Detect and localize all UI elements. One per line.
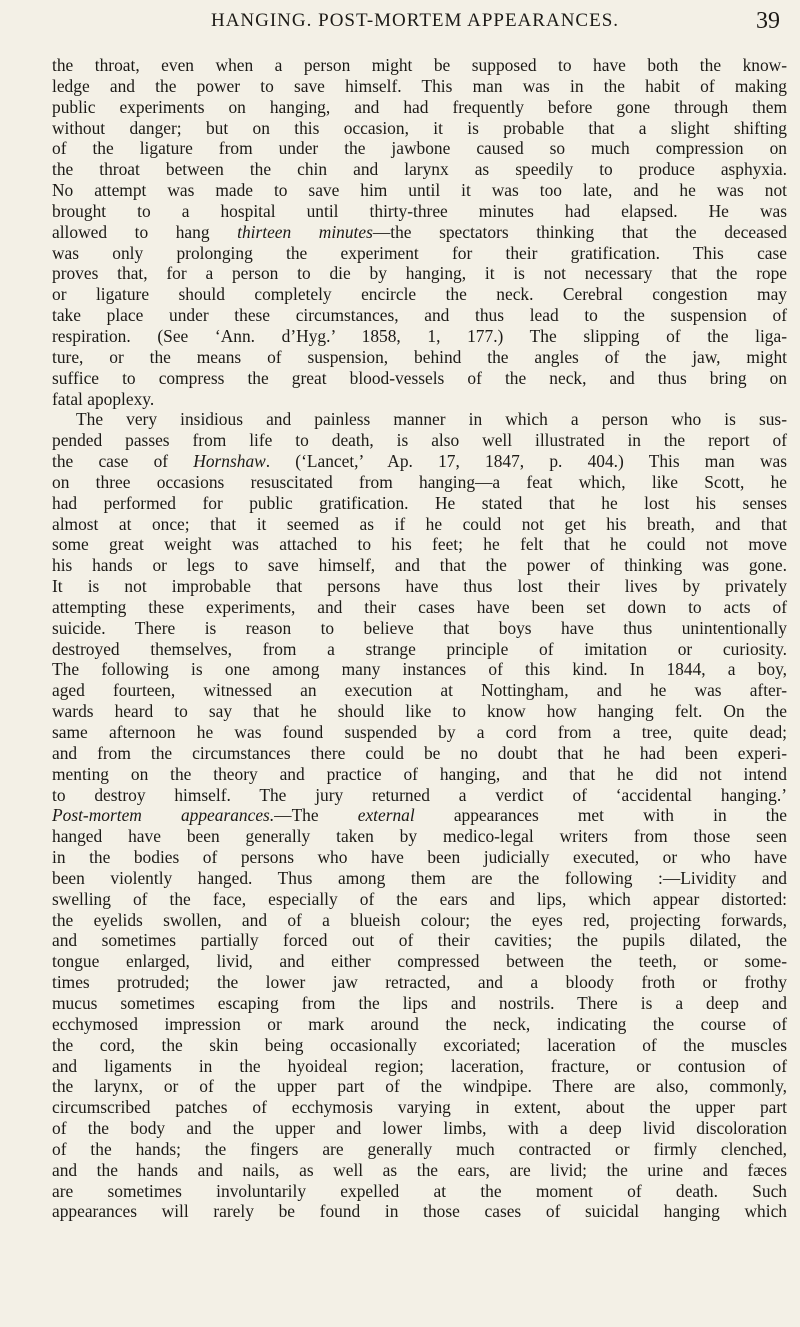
text-line: of the hands; the fingers are generally much contracted or firmly clenched, — [52, 1138, 787, 1159]
text-line: of the ligature from under the jawbone caused so much compression on — [52, 138, 787, 159]
text-line: take place under these circumstances, and thus lead to the suspension of — [52, 305, 787, 326]
text-line: and the hands and nails, as well as the ears, are livid; the urine and fæces — [52, 1159, 787, 1180]
text-line: No attempt was made to save him until it was too late, and he was not — [52, 180, 787, 201]
text-line: The following is one among many instances of this kind. In 1844, a boy, — [52, 659, 787, 680]
text-line: mucus sometimes escaping from the lips and nostrils. There is a deep and — [52, 992, 787, 1013]
page-header — [50, 10, 780, 40]
text-line: brought to a hospital until thirty-three minutes had elapsed. He was — [52, 200, 787, 221]
running-title: HANGING. POST-MORTEM APPEARANCES. — [210, 10, 620, 31]
text-line: been violently hanged. Thus among them are the following :—Lividity and — [52, 867, 787, 888]
text-line: circumscribed patches of ecchymosis varying in extent, about the upper part — [52, 1097, 787, 1118]
text-line: same afternoon he was found suspended by a cord from a tree, quite dead; — [52, 722, 787, 742]
text-line: proves that, for a person to die by hanging, it is not necessary that the rope — [52, 263, 787, 284]
text-line: tongue enlarged, livid, and either compressed between the teeth, or some- — [52, 951, 787, 972]
text-line: without danger; but on this occasion, it is probable that a slight shifting — [52, 117, 787, 138]
text-line: Post-mortem appearances.—The external appearances met with in the — [52, 805, 787, 826]
text-line: public experiments on hanging, and had frequently before gone through them — [52, 96, 787, 117]
text-line: and sometimes partially forced out of their cavities; the pupils dilated, the — [52, 930, 787, 951]
text-line: ledge and the power to save himself. This man was in the habit of making — [52, 75, 787, 96]
text-line: It is not improbable that persons have thus lost their lives by privately — [52, 576, 787, 597]
text-line: the throat, even when a person might be supposed to have both the know- — [52, 55, 787, 75]
text-line: on three occasions resuscitated from hanging—a feat which, like Scott, he — [52, 471, 787, 492]
text-line: was only prolonging the experiment for their gratification. This case — [52, 242, 787, 263]
page-number: 39 — [756, 8, 780, 34]
text-line: attempting these experiments, and their cases have been set down to acts of — [52, 596, 787, 617]
text-line: to destroy himself. The jury returned a verdict of ‘accidental hanging.’ — [52, 784, 787, 805]
text-line: suffice to compress the great blood-vessels of the neck, and thus bring on — [52, 367, 787, 388]
text-line: aged fourteen, witnessed an execution at Nottingham, and he was after- — [52, 680, 787, 701]
text-line: and from the circumstances there could be no doubt that he had been experi- — [52, 742, 787, 763]
text-line: suicide. There is reason to believe that boys have thus unintentionally — [52, 617, 787, 638]
text-line: are sometimes involuntarily expelled at the moment of death. Such — [52, 1180, 787, 1201]
text-line: ture, or the means of suspension, behind the angles of the jaw, might — [52, 346, 787, 367]
text-line: menting on the theory and practice of hanging, and that he did not intend — [52, 763, 787, 784]
text-line: of the body and the upper and lower limbs, with a deep livid discoloration — [52, 1118, 787, 1139]
text-line: or ligature should completely encircle the neck. Cerebral congestion may — [52, 284, 787, 305]
text-line: destroyed themselves, from a strange principle of imitation or curiosity. — [52, 638, 787, 659]
text-line: fatal apoplexy. — [52, 388, 155, 409]
text-line: hanged have been generally taken by medico-legal writers from those seen — [52, 826, 787, 847]
text-line: swelling of the face, especially of the ears and lips, which appear distorted: — [52, 888, 787, 909]
text-line: respiration. (See ‘Ann. d’Hyg.’ 1858, 1, 177.) The slipping of the liga- — [52, 325, 787, 346]
text-line: the larynx, or of the upper part of the windpipe. There are also, commonly, — [52, 1076, 787, 1097]
text-line: the throat between the chin and larynx as speedily to produce asphyxia. — [52, 159, 787, 180]
text-line: the case of Hornshaw. (‘Lancet,’ Ap. 17, 1847, p. 404.) This man was — [52, 451, 787, 472]
text-line: times protruded; the lower jaw retracted, and a bloody froth or frothy — [52, 972, 787, 993]
text-line: wards heard to say that he should like to know how hanging felt. On the — [52, 701, 787, 722]
text-line: some great weight was attached to his feet; he felt that he could not move — [52, 534, 787, 555]
text-line: pended passes from life to death, is also well illustrated in the report of — [52, 430, 787, 451]
text-line: The very insidious and painless manner in which a person who is sus- — [76, 409, 787, 430]
text-line: in the bodies of persons who have been judicially executed, or who have — [52, 847, 787, 868]
text-line: the cord, the skin being occasionally excoriated; laceration of the muscles — [52, 1034, 787, 1055]
text-line: ecchymosed impression or mark around the neck, indicating the course of — [52, 1013, 787, 1034]
text-line: allowed to hang thirteen minutes—the spectators thinking that the deceased — [52, 221, 787, 242]
text-line: and ligaments in the hyoideal region; laceration, fracture, or contusion of — [52, 1055, 787, 1076]
text-line: appearances will rarely be found in those cases of suicidal hanging which — [52, 1201, 787, 1222]
body-text — [52, 55, 787, 1222]
text-line: his hands or legs to save himself, and that the power of thinking was gone. — [52, 555, 787, 576]
text-line: the eyelids swollen, and of a blueish colour; the eyes red, projecting forwards, — [52, 909, 787, 930]
text-line: almost at once; that it seemed as if he could not get his breath, and that — [52, 513, 787, 534]
text-line: had performed for public gratification. He stated that he lost his senses — [52, 492, 787, 513]
